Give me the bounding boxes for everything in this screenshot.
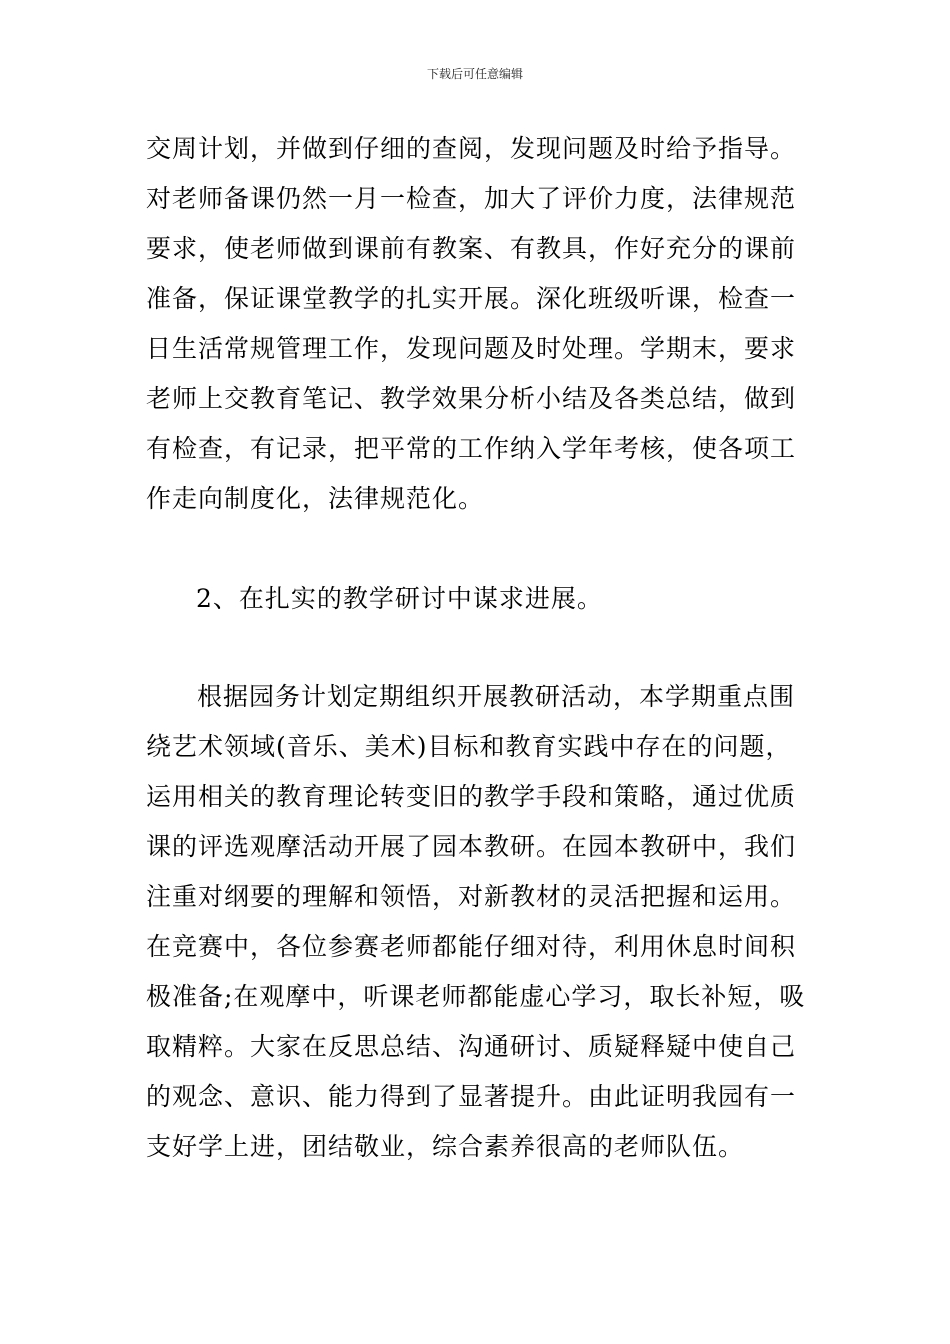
- paragraph-2-line: 的观念、意识、能力得到了显著提升。由此证明我园有一: [146, 1082, 797, 1111]
- paragraph-1-line: 要求，使老师做到课前有教案、有教具，作好充分的课前: [146, 234, 797, 263]
- page-header-note: 下载后可任意编辑: [426, 67, 523, 81]
- paragraph-1-line: 老师上交教育笔记、教学效果分析小结及各类总结，做到: [146, 384, 797, 413]
- paragraph-2-line: 根据园务计划定期组织开展教研活动，本学期重点围: [197, 682, 796, 711]
- paragraph-1-line: 作走向制度化，法律规范化。: [146, 484, 485, 513]
- paragraph-2-line: 支好学上进，团结敬业，综合素养很高的老师队伍。: [146, 1132, 745, 1161]
- paragraph-2-line: 在竞赛中，各位参赛老师都能仔细对待，利用休息时间积: [146, 932, 797, 961]
- paragraph-1-line: 对老师备课仍然一月一检查，加大了评价力度，法律规范: [146, 184, 797, 213]
- paragraph-1-line: 准备，保证课堂教学的扎实开展。深化班级听课，检查一: [146, 284, 797, 313]
- paragraph-1-line: 日生活常规管理工作，发现问题及时处理。学期末，要求: [146, 334, 797, 363]
- paragraph-2-line: 运用相关的教育理论转变旧的教学手段和策略，通过优质: [146, 782, 797, 811]
- paragraph-2-line: 极准备;在观摩中，听课老师都能虚心学习，取长补短，吸: [146, 982, 806, 1011]
- paragraph-2-line: 取精粹。大家在反思总结、沟通研讨、质疑释疑中使自己: [146, 1032, 797, 1061]
- section-2-heading: [196, 574, 861, 624]
- paragraph-2-line: 注重对纲要的理解和领悟，对新教材的灵活把握和运用。: [146, 882, 797, 911]
- paragraph-1-line: 交周计划，并做到仔细的查阅，发现问题及时给予指导。: [146, 134, 797, 163]
- paragraph-2: [146, 672, 811, 1172]
- section-2-heading-text: 2、在扎实的教学研讨中谋求进展。: [196, 584, 603, 613]
- paragraph-1: [146, 124, 811, 524]
- paragraph-2-line: 课的评选观摩活动开展了园本教研。在园本教研中，我们: [146, 832, 797, 861]
- paragraph-1-line: 有检查，有记录，把平常的工作纳入学年考核，使各项工: [146, 434, 797, 463]
- paragraph-2-line: 绕艺术领域(音乐、美术)目标和教育实践中存在的问题，: [146, 732, 792, 761]
